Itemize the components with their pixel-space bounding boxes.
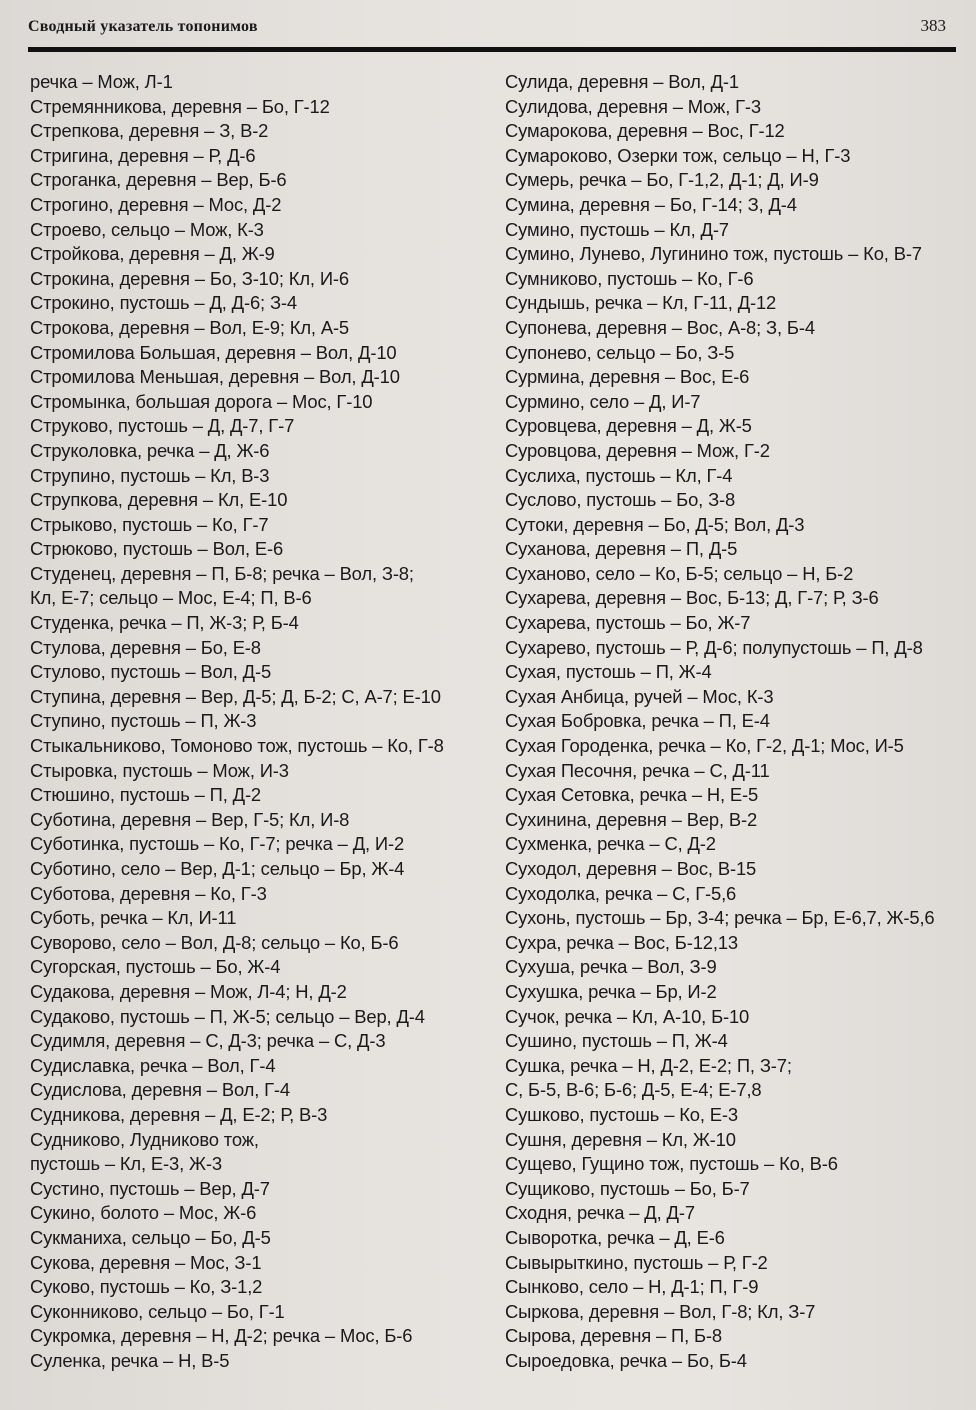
index-entry: Стромынка, большая дорога – Мос, Г-10: [30, 390, 373, 412]
index-entry: Сустино, пустошь – Вер, Д-7: [30, 1177, 270, 1199]
index-entry: Сухая Городенка, речка – Ко, Г-2, Д-1; Мос, И-5: [505, 735, 904, 757]
index-entry: Судаково, пустошь – П, Ж-5; сельцо – Вер, Д-4: [30, 1005, 425, 1027]
index-entry: Сукманиха, сельцо – Бо, Д-5: [30, 1226, 271, 1248]
index-entry: Строево, сельцо – Мож, К-3: [30, 218, 264, 240]
index-entry: Сынково, село – Н, Д-1; П, Г-9: [505, 1276, 759, 1298]
index-entry: Сухуша, речка – Вол, З-9: [505, 956, 717, 978]
index-column-right: [505, 70, 965, 1373]
index-entry: Сумина, деревня – Бо, Г-14; З, Д-4: [505, 193, 797, 215]
index-entry: Сухра, речка – Вос, Б-12,13: [505, 931, 738, 953]
index-entry: Строгино, деревня – Мос, Д-2: [30, 193, 282, 215]
index-entry: Судниково, Лудниково тож,: [30, 1128, 259, 1150]
index-entry: Суходол, деревня – Вос, В-15: [505, 858, 757, 879]
index-entry: Суслиха, пустошь – Кл, Г-4: [505, 464, 733, 486]
index-entry: Сущиково, пустошь – Бо, Б-7: [505, 1177, 750, 1199]
index-entry: Сухая Сетовка, речка – Н, Е-5: [505, 784, 759, 806]
index-entry: Сумароково, Озерки тож, сельцо – Н, Г-3: [505, 144, 851, 166]
index-entry: Строганка, деревня – Вер, Б-6: [30, 169, 287, 191]
index-entry: Суровцова, деревня – Мож, Г-2: [505, 439, 770, 461]
index-entry: Суботинка, пустошь – Ко, Г-7; речка – Д, И-2: [30, 833, 405, 855]
running-header: [28, 14, 948, 44]
running-title: Сводный указатель топонимов: [28, 18, 258, 35]
index-entry: Стыкальниково, Томоново тож, пустошь – Ко, Г-8: [30, 735, 444, 757]
index-entry: Сумарокова, деревня – Вос, Г-12: [505, 120, 785, 142]
index-entry: Сундышь, речка – Кл, Г-11, Д-12: [505, 292, 777, 314]
index-entry: Кл, Е-7; сельцо – Мос, Е-4; П, В-6: [30, 587, 312, 609]
index-entry: Судиславка, речка – Вол, Г-4: [30, 1054, 276, 1076]
index-entry: Сумино, пустошь – Кл, Д-7: [505, 218, 729, 240]
index-entry: Струколовка, речка – Д, Ж-6: [30, 439, 270, 461]
index-entry: Сушино, пустошь – П, Ж-4: [505, 1030, 728, 1052]
index-entry: Сукино, болото – Мос, Ж-6: [30, 1202, 257, 1224]
index-entry: Сухушка, речка – Бр, И-2: [505, 980, 717, 1002]
index-entry: Сурмина, деревня – Вос, Е-6: [505, 366, 750, 388]
page-number: 383: [920, 16, 946, 35]
index-entry: Суханово, село – Ко, Б-5; сельцо – Н, Б-2: [505, 562, 854, 584]
index-entry: Стромилова Большая, деревня – Вол, Д-10: [30, 341, 397, 363]
index-entry: Сухая Анбица, ручей – Мос, К-3: [505, 685, 774, 707]
index-entry: Супонева, деревня – Вос, А-8; З, Б-4: [505, 316, 815, 338]
index-entry: Суботина, деревня – Вер, Г-5; Кл, И-8: [30, 808, 350, 830]
index-entry: Судакова, деревня – Мож, Л-4; Н, Д-2: [30, 980, 347, 1002]
index-entry: Стройкова, деревня – Д, Ж-9: [30, 243, 275, 265]
index-entry: Сырова, деревня – П, Б-8: [505, 1325, 722, 1347]
index-entry: Сущево, Гущино тож, пустошь – Ко, В-6: [505, 1153, 838, 1175]
index-entry: Суворово, село – Вол, Д-8; сельцо – Ко, Б-6: [30, 931, 399, 953]
index-entry: Студенец, деревня – П, Б-8; речка – Вол, З-8;: [30, 562, 414, 584]
index-column-left: [30, 70, 490, 1373]
index-entry: Студенка, речка – П, Ж-3; Р, Б-4: [30, 612, 299, 634]
index-entry: Сушково, пустошь – Ко, Е-3: [505, 1103, 738, 1125]
index-entry: Сухая, пустошь – П, Ж-4: [505, 661, 712, 683]
index-entry: Сумино, Лунево, Лугинино тож, пустошь – Ко, В-7: [505, 243, 922, 265]
index-entry: Сухая Песочня, речка – С, Д-11: [505, 759, 770, 781]
index-entry: речка – Мож, Л-1: [30, 71, 173, 92]
index-entry: Стрюково, пустошь – Вол, Е-6: [30, 538, 284, 560]
index-entry: пустошь – Кл, Е-3, Ж-3: [30, 1153, 222, 1175]
index-entry: Сукова, деревня – Мос, З-1: [30, 1251, 262, 1273]
index-entry: Сыроедовка, речка – Бо, Б-4: [505, 1349, 747, 1371]
index-entry: Сутоки, деревня – Бо, Д-5; Вол, Д-3: [505, 513, 805, 535]
index-entry: Струпино, пустошь – Кл, В-3: [30, 464, 270, 486]
index-entry: Строкова, деревня – Вол, Е-9; Кл, А-5: [30, 316, 350, 338]
index-entry: Суслово, пустошь – Бо, З-8: [505, 489, 736, 511]
index-entry: Сулида, деревня – Вол, Д-1: [505, 71, 739, 92]
index-entry: Супонево, сельцо – Бо, З-5: [505, 341, 735, 363]
index-entry: Судникова, деревня – Д, Е-2; Р, В-3: [30, 1103, 328, 1125]
index-entry: Сыркова, деревня – Вол, Г-8; Кл, З-7: [505, 1300, 816, 1322]
index-entry: Сушка, речка – Н, Д-2, Е-2; П, З-7;: [505, 1054, 792, 1076]
index-entry: Сулидова, деревня – Мож, Г-3: [505, 95, 761, 117]
index-entry: Сыворотка, речка – Д, Е-6: [505, 1226, 725, 1248]
index-entry: Стрепкова, деревня – З, В-2: [30, 120, 269, 142]
index-entry: Суково, пустошь – Ко, З-1,2: [30, 1276, 263, 1298]
index-entry: Сухарева, деревня – Вос, Б-13; Д, Г-7; Р, З-6: [505, 587, 879, 609]
index-entry: Струпкова, деревня – Кл, Е-10: [30, 489, 288, 511]
header-rule: [28, 47, 956, 52]
index-entry: Сурмино, село – Д, И-7: [505, 390, 701, 412]
index-entry: Суходолка, речка – С, Г-5,6: [505, 882, 737, 904]
index-entry: Сугорская, пустошь – Бо, Ж-4: [30, 956, 281, 978]
index-entry: С, Б-5, В-6; Б-6; Д-5, Е-4; Е-7,8: [505, 1079, 762, 1101]
index-entry: Суленка, речка – Н, В-5: [30, 1349, 230, 1371]
index-entry: Стюшино, пустошь – П, Д-2: [30, 784, 261, 806]
index-entry: Сухинина, деревня – Вер, В-2: [505, 808, 758, 830]
index-entry: Суботино, село – Вер, Д-1; сельцо – Бр, Ж-4: [30, 858, 405, 879]
index-entry: Стыровка, пустошь – Мож, И-3: [30, 759, 289, 781]
index-entry: Стрыково, пустошь – Ко, Г-7: [30, 513, 269, 535]
index-entry: Сухарево, пустошь – Р, Д-6; полупустошь – П, Д-8: [505, 636, 923, 658]
index-entry: Суботова, деревня – Ко, Г-3: [30, 882, 267, 904]
index-entry: Стригина, деревня – Р, Д-6: [30, 144, 256, 166]
index-entry: Суханова, деревня – П, Д-5: [505, 538, 738, 560]
index-entry: Ступино, пустошь – П, Ж-3: [30, 710, 257, 732]
index-entry: Сухменка, речка – С, Д-2: [505, 833, 716, 855]
index-entry: Сывырыткино, пустошь – Р, Г-2: [505, 1251, 768, 1273]
index-entry: Строкино, пустошь – Д, Д-6; З-4: [30, 292, 297, 314]
index-entry: Суровцева, деревня – Д, Ж-5: [505, 415, 752, 437]
index-entry: Сухарева, пустошь – Бо, Ж-7: [505, 612, 751, 634]
index-entry: Сумерь, речка – Бо, Г-1,2, Д-1; Д, И-9: [505, 169, 819, 191]
index-entry: Струково, пустошь – Д, Д-7, Г-7: [30, 415, 295, 437]
index-entry: Строкина, деревня – Бо, З-10; Кл, И-6: [30, 267, 349, 289]
index-entry: Суботь, речка – Кл, И-11: [30, 907, 237, 929]
index-entry: Стромилова Меньшая, деревня – Вол, Д-10: [30, 366, 400, 388]
index-entry: Сходня, речка – Д, Д-7: [505, 1202, 695, 1224]
index-entry: Стулово, пустошь – Вол, Д-5: [30, 661, 272, 683]
index-entry: Судислова, деревня – Вол, Г-4: [30, 1079, 290, 1101]
index-entry: Ступина, деревня – Вер, Д-5; Д, Б-2; С, А-7; Е-10: [30, 685, 441, 707]
index-entry: Сушня, деревня – Кл, Ж-10: [505, 1128, 736, 1150]
index-entry: Сухая Бобровка, речка – П, Е-4: [505, 710, 770, 732]
index-entry: Суконниково, сельцо – Бо, Г-1: [30, 1300, 285, 1322]
index-entry: Сучок, речка – Кл, А-10, Б-10: [505, 1005, 750, 1027]
index-entry: Стулова, деревня – Бо, Е-8: [30, 636, 261, 658]
index-entry: Сукромка, деревня – Н, Д-2; речка – Мос, Б-6: [30, 1325, 413, 1347]
index-entry: Стремянникова, деревня – Бо, Г-12: [30, 95, 330, 117]
index-entry: Сумниково, пустошь – Ко, Г-6: [505, 267, 754, 289]
index-entry: Судимля, деревня – С, Д-3; речка – С, Д-3: [30, 1030, 386, 1052]
index-entry: Сухонь, пустошь – Бр, З-4; речка – Бр, Е-6,7, Ж-5,6: [505, 907, 935, 929]
